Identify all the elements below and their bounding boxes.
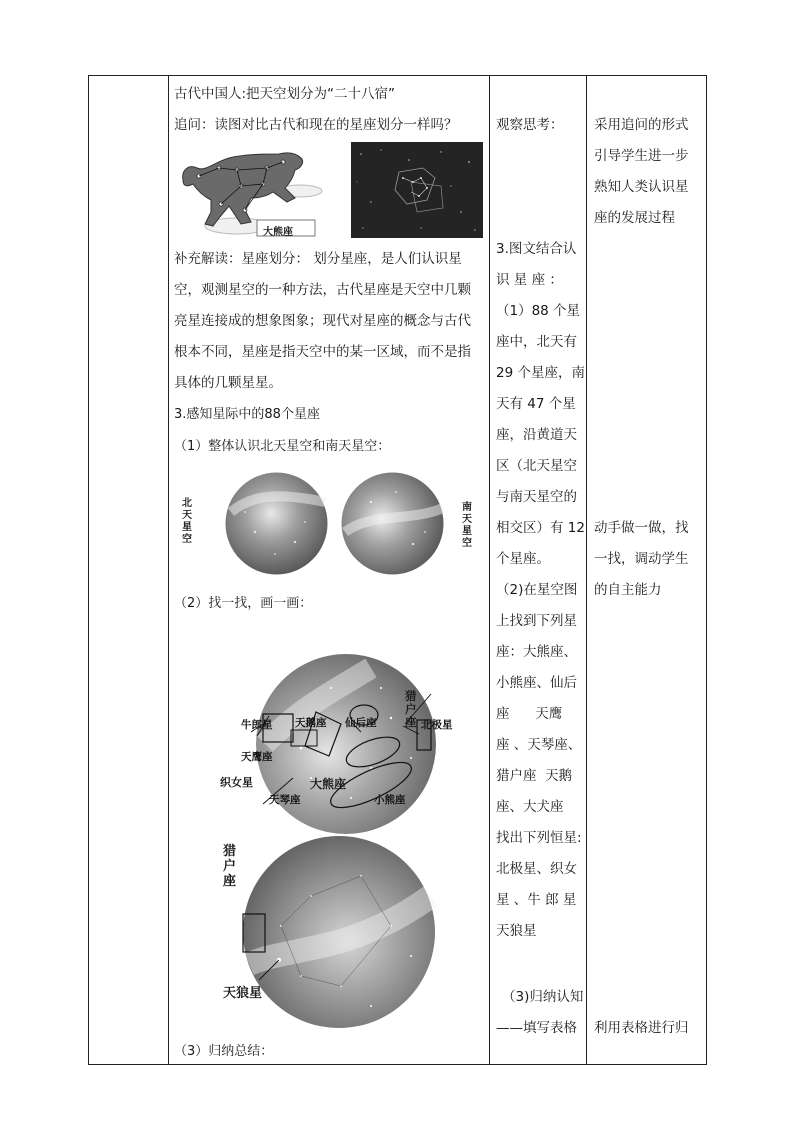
map1-niulang-label: 牛郎星 [241,719,273,731]
map1-xiaoxiong-label: 小熊座 [374,794,406,806]
map1-daxiong-label: 大熊座 [310,777,347,791]
activity-line: 小熊座、仙后 [496,675,577,691]
activity-line: （3)归纳认知 [502,989,584,1005]
teaching-content-column [169,76,489,1064]
activity-line: 猎户座 天鹅 [496,768,573,784]
ursa-major-illustration [175,148,325,240]
constellation-photo [351,142,483,238]
activity-line: 天狼星 [496,923,537,939]
activity-line: 座中，北天有 [496,334,577,350]
supplement-line-4: 根本不同，星座是指天空中的某一区域，而不是指 [174,344,471,360]
activity-line: 北极星、织女 [496,861,577,877]
intent-line: 熟知人类认识星 [594,179,689,195]
intent-line: 动手做一做，找 [594,520,689,536]
activity-line: （1）88 个星 [496,303,581,319]
supplement-line-3: 亮星连接成的想象图象；现代对星座的概念与古代 [174,313,471,329]
map1-tianqin-label: 天琴座 [269,794,301,806]
map1-tianying-label: 天鹰座 [241,751,273,763]
item-3-text: （3）归纳总结： [174,1044,274,1059]
activity-line: 天有 47 个星 [496,396,576,412]
north-star-map [221,628,453,838]
supplement-line-2: 空，观测星空的一种方法，古代星座是天空中几颗 [174,282,471,298]
activity-line: 观察思考： [496,117,564,133]
activity-line: 个星座。 [496,551,550,567]
map1-beiji-label: 北极星 [421,719,453,731]
north-sky-sphere [225,472,328,575]
map1-zhinv-star-label: 织女星 [220,776,253,789]
activity-line: 识 星 座 ： [496,272,563,288]
activity-line: 3.图文结合认 [496,241,577,257]
supplement-line-1: 补充解读：星座划分： 划分星座，是人们认识星 [174,251,462,267]
map1-xianhou-label: 仙后座 [345,717,377,729]
activity-line: 座 、天琴座、 [496,737,582,753]
activity-line: ——填写表格 [496,1020,577,1036]
item-1-text: （1）整体认识北天星空和南天星空： [174,439,391,454]
activity-line: 找出下列恒星: [496,830,582,846]
intent-line: 一找，调动学生 [594,551,689,567]
south-sky-label: 南天星空 [462,502,472,549]
map2-liehu-label: 猎户座 [223,844,237,889]
activity-line: 上找到下列星 [496,613,577,629]
map1-liehu-label: 猎户座 [405,689,417,729]
design-intent-column [587,76,707,1064]
south-star-map [221,836,441,1032]
intent-line: 的自主能力 [594,582,662,598]
question-text: 追问：读图对比古代和现在的星座划分一样吗？ [174,117,458,133]
activity-line: 座 天鹰 [496,706,563,722]
ancient-division-text: 古代中国人:把天空划分为“二十八宿” [174,86,396,102]
intent-line: 采用追问的形式 [594,117,689,133]
bear-label: 大熊座 [263,227,293,238]
intent-line: 利用表格进行归 [594,1020,689,1036]
map1-tiane-label: 天鹅座 [295,717,327,729]
activity-line: 区（北天星空 [496,458,577,474]
supplement-line-5: 具体的几颗星星。 [174,375,282,391]
south-sky-sphere [341,472,444,575]
intent-line: 引导学生进一步 [594,148,689,164]
lesson-table [88,75,707,1065]
student-activity-column [490,76,586,1064]
activity-line: 星 、牛 郎 星 [496,892,577,908]
activity-line: 座、大犬座 [496,799,564,815]
activity-line: 座：大熊座、 [496,644,577,660]
section-3-title: 3.感知星际中的88个星座 [174,407,320,422]
activity-line: 相交区）有 12 [496,520,585,536]
item-2-text: （2）找一找，画一画： [174,596,313,611]
intent-line: 座的发展过程 [594,210,675,226]
activity-line: 与南天星空的 [496,489,577,505]
activity-line: 座，沿黄道天 [496,427,577,443]
activity-line: （2)在星空图 [496,582,578,598]
activity-line: 29 个星座，南 [496,365,585,381]
map2-tianlang-label: 天狼星 [223,986,263,1001]
north-sky-label: 北天星空 [182,498,192,545]
